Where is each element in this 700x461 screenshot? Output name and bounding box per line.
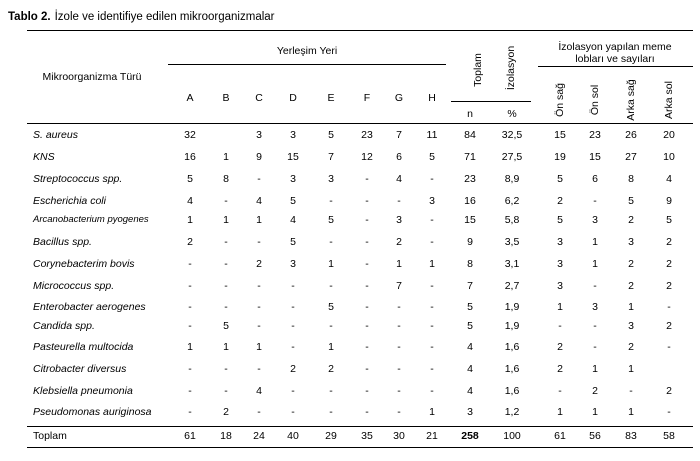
location-count-cell: 1 <box>429 406 435 418</box>
location-count-cell: 1 <box>328 341 334 353</box>
location-count-cell: - <box>291 341 295 353</box>
location-count-cell: - <box>257 320 261 332</box>
lobe-count-cell: 5 <box>557 173 563 185</box>
location-count-cell: 6 <box>396 151 402 163</box>
location-count-cell: 7 <box>396 280 402 292</box>
lobe-count-cell: 2 <box>557 363 563 375</box>
lobe-count-cell: 20 <box>663 129 675 141</box>
location-count-cell: - <box>365 280 369 292</box>
lobe-count-cell: 2 <box>666 320 672 332</box>
caption-text: İzole ve identifiye edilen mikroorganizmalar <box>54 11 275 23</box>
total-n-cell: 5 <box>467 301 473 313</box>
location-count-cell: 23 <box>361 129 373 141</box>
location-count-cell: 3 <box>396 214 402 226</box>
location-count-cell: - <box>257 236 261 248</box>
total-location-cell: 21 <box>426 430 438 442</box>
location-count-cell: - <box>188 301 192 313</box>
location-count-cell: 2 <box>328 363 334 375</box>
total-n-cell: 7 <box>467 280 473 292</box>
location-count-cell: 5 <box>187 173 193 185</box>
location-count-cell: 1 <box>396 258 402 270</box>
location-count-cell: 3 <box>328 173 334 185</box>
location-count-cell: - <box>365 173 369 185</box>
location-count-cell: - <box>329 320 333 332</box>
lobe-count-cell: 8 <box>628 173 634 185</box>
location-count-cell: - <box>188 363 192 375</box>
top-rule <box>27 30 693 31</box>
lobe-count-cell: 2 <box>592 385 598 397</box>
total-pct-cell: 32,5 <box>501 129 523 141</box>
lobe-count-cell: - <box>558 320 562 332</box>
lobe-count-cell: 2 <box>666 236 672 248</box>
lobe-count-cell: 2 <box>666 258 672 270</box>
species-name: KNS <box>33 151 55 163</box>
location-count-cell: 4 <box>187 195 193 207</box>
lobe-count-cell: 10 <box>663 151 675 163</box>
lobe-count-cell: - <box>558 385 562 397</box>
lobe-count-cell: 23 <box>589 129 601 141</box>
location-count-cell: 16 <box>184 151 196 163</box>
total-pct-cell: 1,2 <box>504 406 520 418</box>
species-name: Arcanobacterium pyogenes <box>33 214 149 225</box>
species-name: S. aureus <box>33 129 78 141</box>
location-count-cell: 8 <box>223 173 229 185</box>
location-header-h: H <box>428 92 436 104</box>
lobe-count-cell: 3 <box>628 320 634 332</box>
location-count-cell: 1 <box>187 341 193 353</box>
location-count-cell: 1 <box>223 151 229 163</box>
lobe-count-cell: - <box>593 280 597 292</box>
total-n-cell: 15 <box>464 214 476 226</box>
lobes-group-header-line1: İzolasyon yapılan meme <box>558 41 672 53</box>
location-count-cell: - <box>365 195 369 207</box>
location-count-cell: - <box>365 258 369 270</box>
lobe-count-cell: 4 <box>666 173 672 185</box>
total-lobe-cell: 61 <box>554 430 566 442</box>
total-n-cell: 16 <box>464 195 476 207</box>
location-count-cell: 2 <box>256 258 262 270</box>
lobe-count-cell: 15 <box>589 151 601 163</box>
location-count-cell: 12 <box>361 151 373 163</box>
lobe-count-cell: 1 <box>592 258 598 270</box>
location-count-cell: - <box>329 236 333 248</box>
location-count-cell: - <box>430 214 434 226</box>
location-header-b: B <box>222 92 230 104</box>
lobe-count-cell: 2 <box>666 385 672 397</box>
lobe-count-cell: 19 <box>554 151 566 163</box>
location-count-cell: 3 <box>290 258 296 270</box>
total-location-cell: 35 <box>361 430 373 442</box>
lobe-count-cell: 2 <box>628 258 634 270</box>
location-count-cell: 4 <box>396 173 402 185</box>
lobe-count-cell: 2 <box>628 214 634 226</box>
total-pct-cell: 1,9 <box>504 320 520 332</box>
grand-total-pct: 100 <box>503 430 521 442</box>
total-pct-cell: 2,7 <box>504 280 520 292</box>
total-pct-cell: 1,6 <box>504 341 520 353</box>
species-name: Pseudomonas auriginosa <box>33 406 152 418</box>
species-name: Enterobacter aerogenes <box>33 301 146 313</box>
location-count-cell: 1 <box>223 341 229 353</box>
pct-column-header: % <box>507 108 517 120</box>
location-count-cell: - <box>224 280 228 292</box>
bottom-rule <box>27 447 693 448</box>
location-count-cell: 1 <box>187 214 193 226</box>
species-name: Candida spp. <box>33 320 95 332</box>
species-name: Escherichia coli <box>33 195 106 207</box>
total-location-cell: 29 <box>325 430 337 442</box>
total-pct-cell: 6,2 <box>504 195 520 207</box>
location-count-cell: - <box>257 363 261 375</box>
location-count-cell: - <box>365 406 369 418</box>
lobe-count-cell: 6 <box>592 173 598 185</box>
lobes-group-rule <box>538 66 693 67</box>
location-count-cell: - <box>365 236 369 248</box>
location-header-e: E <box>327 92 335 104</box>
lobe-count-cell: 1 <box>592 236 598 248</box>
location-count-cell: 7 <box>328 151 334 163</box>
location-header-c: C <box>255 92 263 104</box>
location-count-cell: 1 <box>429 258 435 270</box>
lobe-count-cell: 1 <box>592 406 598 418</box>
location-count-cell: - <box>291 301 295 313</box>
location-count-cell: 4 <box>290 214 296 226</box>
total-n-cell: 9 <box>467 236 473 248</box>
location-count-cell: - <box>257 406 261 418</box>
location-count-cell: - <box>430 173 434 185</box>
location-count-cell: - <box>329 385 333 397</box>
location-count-cell: 3 <box>290 173 296 185</box>
isolation-column-header: İzolasyon <box>505 45 517 91</box>
grand-total-n: 258 <box>461 430 479 442</box>
total-pct-cell: 8,9 <box>504 173 520 185</box>
location-count-cell: - <box>397 320 401 332</box>
location-group-rule <box>168 64 446 65</box>
location-count-cell: - <box>397 301 401 313</box>
species-name: Streptococcus spp. <box>33 173 123 185</box>
species-name: Bacillus spp. <box>33 236 92 248</box>
total-lobe-cell: 58 <box>663 430 675 442</box>
n-column-header: n <box>467 108 473 120</box>
location-count-cell: 11 <box>426 129 438 141</box>
table-caption <box>8 11 275 23</box>
location-header-d: D <box>289 92 297 104</box>
total-pct-cell: 1,9 <box>504 301 520 313</box>
total-n-cell: 4 <box>467 363 473 375</box>
location-count-cell: - <box>397 406 401 418</box>
total-n-cell: 71 <box>464 151 476 163</box>
species-column-header: Mikroorganizma Türü <box>42 71 142 83</box>
location-count-cell: 1 <box>328 258 334 270</box>
lobe-count-cell: 5 <box>557 214 563 226</box>
location-count-cell: - <box>257 301 261 313</box>
header-bottom-rule <box>27 123 693 124</box>
lobe-count-cell: - <box>667 341 671 353</box>
total-n-cell: 4 <box>467 385 473 397</box>
total-location-cell: 24 <box>253 430 265 442</box>
location-count-cell: 15 <box>287 151 299 163</box>
total-n-cell: 4 <box>467 341 473 353</box>
location-count-cell: 2 <box>290 363 296 375</box>
lobes-group-header-line2: lobları ve sayıları <box>575 53 655 65</box>
location-count-cell: - <box>365 385 369 397</box>
lobe-count-cell: 1 <box>628 301 634 313</box>
lobe-header-0: Ön sağ <box>554 83 566 117</box>
location-count-cell: - <box>224 363 228 375</box>
lobe-count-cell: 3 <box>557 258 563 270</box>
location-header-g: G <box>394 92 404 104</box>
location-count-cell: - <box>430 236 434 248</box>
location-count-cell: 5 <box>290 236 296 248</box>
location-count-cell: 1 <box>256 214 262 226</box>
location-count-cell: 7 <box>396 129 402 141</box>
total-n-cell: 23 <box>464 173 476 185</box>
total-n-cell: 3 <box>467 406 473 418</box>
lobe-count-cell: 1 <box>557 301 563 313</box>
lobe-count-cell: 1 <box>628 406 634 418</box>
location-count-cell: 5 <box>328 301 334 313</box>
location-count-cell: 4 <box>256 385 262 397</box>
lobe-header-3: Arka sol <box>663 81 675 119</box>
lobe-count-cell: 2 <box>666 280 672 292</box>
location-count-cell: - <box>188 320 192 332</box>
lobe-count-cell: 3 <box>628 236 634 248</box>
location-count-cell: - <box>397 195 401 207</box>
total-rule <box>27 426 693 427</box>
lobe-count-cell: 26 <box>625 129 637 141</box>
location-count-cell: - <box>224 301 228 313</box>
lobe-count-cell: 9 <box>666 195 672 207</box>
total-lobe-cell: 83 <box>625 430 637 442</box>
location-count-cell: - <box>430 280 434 292</box>
total-pct-cell: 1,6 <box>504 363 520 375</box>
location-count-cell: 5 <box>429 151 435 163</box>
n-pct-rule <box>451 101 531 102</box>
total-column-header: Toplam <box>472 53 484 87</box>
lobe-header-2: Arka sağ <box>625 79 637 121</box>
total-pct-cell: 27,5 <box>501 151 523 163</box>
location-count-cell: - <box>397 363 401 375</box>
lobe-count-cell: 3 <box>592 214 598 226</box>
total-location-cell: 40 <box>287 430 299 442</box>
lobe-count-cell: 27 <box>625 151 637 163</box>
location-count-cell: - <box>257 173 261 185</box>
location-count-cell: - <box>430 301 434 313</box>
lobe-count-cell: 2 <box>628 341 634 353</box>
species-name: Micrococcus spp. <box>33 280 115 292</box>
location-group-header: Yerleşim Yeri <box>276 45 338 57</box>
location-count-cell: - <box>365 341 369 353</box>
location-count-cell: - <box>257 280 261 292</box>
total-location-cell: 61 <box>184 430 196 442</box>
location-count-cell: 4 <box>256 195 262 207</box>
location-count-cell: - <box>430 385 434 397</box>
total-pct-cell: 3,5 <box>504 236 520 248</box>
location-count-cell: - <box>224 195 228 207</box>
lobe-count-cell: 15 <box>554 129 566 141</box>
location-count-cell: - <box>430 341 434 353</box>
total-location-cell: 18 <box>220 430 232 442</box>
location-count-cell: 2 <box>223 406 229 418</box>
lobe-count-cell: - <box>667 406 671 418</box>
location-count-cell: - <box>188 280 192 292</box>
location-count-cell: - <box>430 363 434 375</box>
location-count-cell: 9 <box>256 151 262 163</box>
lobe-count-cell: 1 <box>592 363 598 375</box>
location-count-cell: - <box>291 385 295 397</box>
lobe-count-cell: 2 <box>557 195 563 207</box>
species-name: Corynebacterim bovis <box>33 258 135 270</box>
location-count-cell: - <box>397 385 401 397</box>
total-pct-cell: 1,6 <box>504 385 520 397</box>
location-header-f: F <box>363 92 371 104</box>
location-count-cell: - <box>188 406 192 418</box>
lobe-count-cell: 3 <box>592 301 598 313</box>
location-count-cell: - <box>224 236 228 248</box>
lobe-count-cell: - <box>593 320 597 332</box>
location-count-cell: - <box>397 341 401 353</box>
location-count-cell: 5 <box>223 320 229 332</box>
total-n-cell: 8 <box>467 258 473 270</box>
lobe-count-cell: - <box>667 301 671 313</box>
total-row-label: Toplam <box>33 430 67 442</box>
species-name: Klebsiella pneumonia <box>33 385 133 397</box>
location-count-cell: 5 <box>328 214 334 226</box>
location-count-cell: - <box>291 280 295 292</box>
location-count-cell: 1 <box>223 214 229 226</box>
location-count-cell: 3 <box>290 129 296 141</box>
location-count-cell: 3 <box>429 195 435 207</box>
species-name: Citrobacter diversus <box>33 363 127 375</box>
location-count-cell: - <box>329 280 333 292</box>
lobe-count-cell: - <box>629 385 633 397</box>
lobe-count-cell: - <box>593 341 597 353</box>
total-lobe-cell: 56 <box>589 430 601 442</box>
lobe-header-1: Ön sol <box>589 84 601 116</box>
lobe-count-cell: 5 <box>666 214 672 226</box>
location-count-cell: 5 <box>328 129 334 141</box>
location-count-cell: 2 <box>396 236 402 248</box>
total-n-cell: 5 <box>467 320 473 332</box>
location-count-cell: - <box>224 385 228 397</box>
location-count-cell: 2 <box>187 236 193 248</box>
lobe-count-cell: 3 <box>557 236 563 248</box>
location-count-cell: - <box>188 258 192 270</box>
total-location-cell: 30 <box>393 430 405 442</box>
lobe-count-cell: 3 <box>557 280 563 292</box>
total-pct-cell: 3,1 <box>504 258 520 270</box>
location-count-cell: - <box>365 363 369 375</box>
location-count-cell: - <box>291 406 295 418</box>
lobe-count-cell: 1 <box>628 363 634 375</box>
lobe-count-cell: 2 <box>628 280 634 292</box>
location-count-cell: - <box>365 301 369 313</box>
total-n-cell: 84 <box>464 129 476 141</box>
location-count-cell: - <box>365 214 369 226</box>
location-count-cell: 3 <box>256 129 262 141</box>
location-count-cell: 5 <box>290 195 296 207</box>
location-count-cell: - <box>291 320 295 332</box>
total-pct-cell: 5,8 <box>504 214 520 226</box>
lobe-count-cell: 2 <box>557 341 563 353</box>
location-count-cell: - <box>188 385 192 397</box>
location-count-cell: - <box>430 320 434 332</box>
caption-label: Tablo 2. <box>8 11 51 23</box>
location-count-cell: - <box>224 258 228 270</box>
species-name: Pasteurella multocida <box>33 341 134 353</box>
lobe-count-cell: 5 <box>628 195 634 207</box>
location-header-a: A <box>186 92 194 104</box>
location-count-cell: - <box>329 195 333 207</box>
lobe-count-cell: - <box>593 195 597 207</box>
location-count-cell: 1 <box>256 341 262 353</box>
location-count-cell: 32 <box>184 129 196 141</box>
location-count-cell: - <box>329 406 333 418</box>
lobe-count-cell: 1 <box>557 406 563 418</box>
location-count-cell: - <box>365 320 369 332</box>
